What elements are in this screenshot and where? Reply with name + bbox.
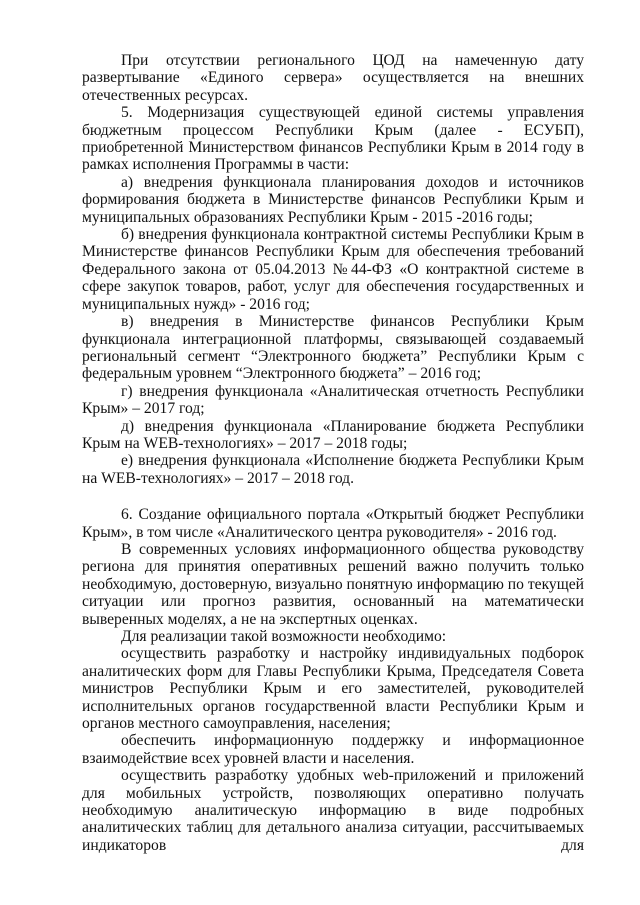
paragraph-info-support: обеспечить информационную поддержку и информационное взаимодействие всех уровней власти и населения. bbox=[82, 732, 584, 767]
paragraph-web-apps: осуществить разработку удобных web-приложений и приложений для мобильных устройств, позволяющих оперативно получать необходимую аналитическую информацию в виде подробных аналитических таблиц для детального анализа ситуации, рассчитываемых индикаторов для bbox=[82, 767, 584, 854]
paragraph-item-5e: е) внедрения функционала «Исполнение бюджета Республики Крым на WEB-технологиях» – 2017 – 2018 год. bbox=[82, 452, 584, 487]
document-body bbox=[82, 52, 584, 854]
paragraph-regional-tsod: При отсутствии регионального ЦОД на намеченную дату развертывание «Единого сервера» осуществляется на внешних отечественных ресурсах. bbox=[82, 52, 584, 104]
paragraph-item-6: 6. Создание официального портала «Открытый бюджет Республики Крым», в том числе «Аналитического центра руководителя» - 2016 год. bbox=[82, 506, 584, 541]
paragraph-analytic-forms: осуществить разработку и настройку индивидуальных подборок аналитических форм для Главы Республики Крыма, Председателя Совета министров Республики Крым и его заместителей, руководителей исполнительных органов государственной власти Республики Крым и органов местного самоуправления, населения; bbox=[82, 645, 584, 733]
paragraph-modern-conditions: В современных условиях информационного общества руководству региона для принятия оперативных решений важно получить только необходимую, достоверную, визуально понятную информацию по текущей ситуации или прогноз развития, основанный на математически выверенных моделях, а не на экспертных оценках. bbox=[82, 540, 584, 628]
paragraph-item-5: 5. Модернизация существующей единой системы управления бюджетным процессом Республики Крым (далее - ЕСУБП), приобретенной Министерством финансов Республики Крым в 2014 году в рамках исполнения Программы в части: bbox=[82, 104, 584, 174]
paragraph-item-5b: б) внедрения функционала контрактной системы Республики Крым в Министерстве финансов Республики Крым для обеспечения требований Федерального закона от 05.04.2013 №44-ФЗ «О контрактной системе в сфере закупок товаров, работ, услуг для обеспечения государственных и муниципальных нужд» - 2016 год; bbox=[82, 226, 584, 313]
paragraph-item-5v: в) внедрения в Министерстве финансов Республики Крым функционала интеграционной платформы, связывающей создаваемый региональный сегмент “Электронного бюджета” Республики Крым с федеральным уровнем “Электронного бюджета” – 2016 год; bbox=[82, 313, 584, 383]
paragraph-item-5a: а) внедрения функционала планирования доходов и источников формирования бюджета в Министерстве финансов Республики Крым и муниципальных образованиях Республики Крым - 2015 -2016 годы; bbox=[82, 173, 584, 226]
paragraph-spacer bbox=[82, 487, 584, 506]
paragraph-necessary-intro: Для реализации такой возможности необходимо: bbox=[121, 628, 447, 645]
paragraph-item-5g: г) внедрения функционала «Аналитическая отчетность Республики Крым» – 2017 год; bbox=[82, 382, 584, 418]
paragraph-item-5d: д) внедрения функционала «Планирование бюджета Республики Крым на WEB-технологиях» – 2017 – 2018 годы; bbox=[82, 417, 584, 452]
